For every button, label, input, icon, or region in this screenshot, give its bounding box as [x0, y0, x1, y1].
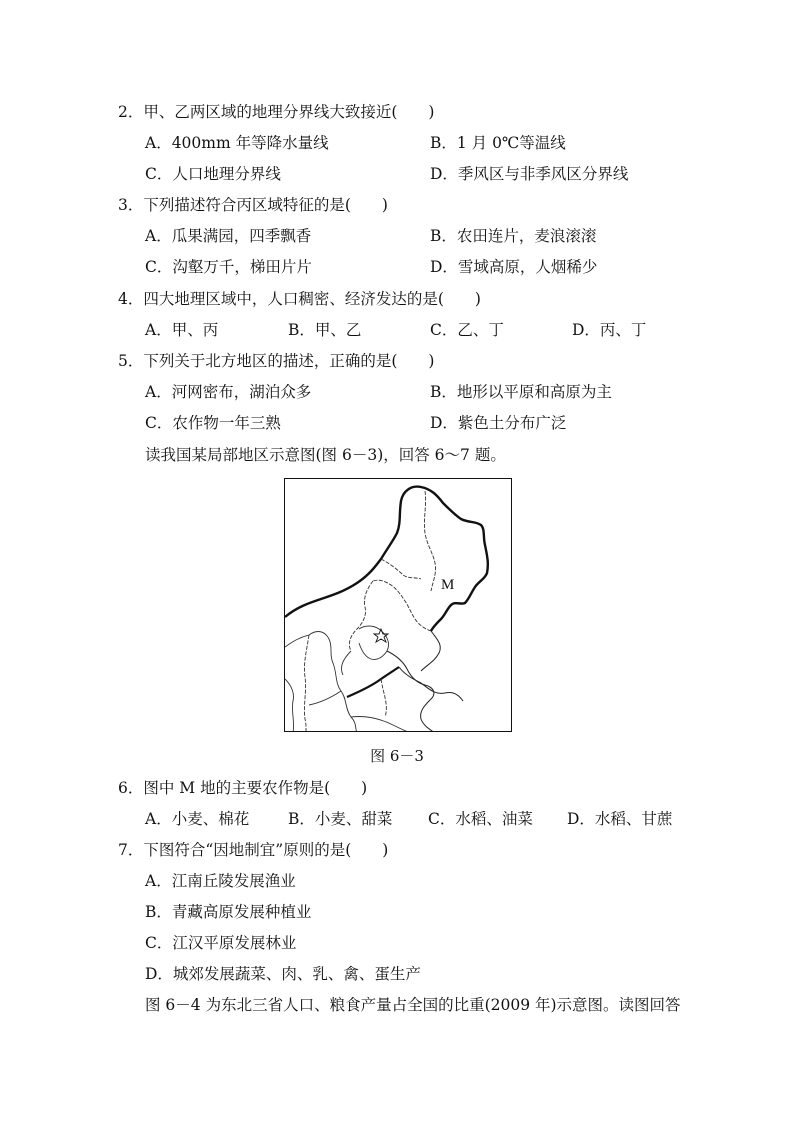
- coastline: [421, 631, 440, 671]
- question-3-option-b: B．农田连片，麦浪滚滚: [430, 227, 597, 245]
- provincial-border: [359, 626, 389, 660]
- question-2-stem: 2．甲、乙两区域的地理分界线大致接近( ): [118, 103, 435, 121]
- question-4-option-d: D．丙、丁: [572, 321, 647, 339]
- map-label-m: M: [441, 577, 455, 593]
- provincial-border: [349, 581, 373, 651]
- next-reading-instruction: 图 6－4 为东北三省人口、粮食产量占全国的比重(2009 年)示意图。读图回答: [145, 996, 681, 1014]
- question-7-stem: 7．下图符合“因地制宜”原则的是( ): [118, 841, 389, 859]
- question-4-stem: 4．四大地理区域中，人口稠密、经济发达的是( ): [118, 290, 481, 308]
- coastline: [387, 651, 435, 732]
- provincial-border: [304, 635, 309, 732]
- question-2-option-d: D．季风区与非季风区分界线: [430, 165, 629, 183]
- question-7-option-b: B．青藏高原发展种植业: [145, 903, 312, 921]
- question-6-option-d: D．水稻、甘蔗: [567, 810, 673, 828]
- question-4-option-a: A．甲、丙: [145, 321, 219, 339]
- regional-boundary: [347, 667, 399, 697]
- regional-map-figure: [284, 478, 512, 732]
- figure-caption: 图 6－3: [370, 747, 424, 765]
- question-6-option-c: C．水稻、油菜: [428, 810, 533, 828]
- question-3-option-c: C．沟壑万千，梯田片片: [145, 258, 312, 276]
- provincial-border: [381, 679, 386, 717]
- provincial-border: [373, 580, 431, 631]
- question-2-option-b: B．1 月 0℃等温线: [430, 134, 566, 152]
- question-2-option-a: A．400mm 年等降水量线: [145, 134, 329, 152]
- question-4-option-b: B．甲、乙: [288, 321, 362, 339]
- question-7-option-a: A．江南丘陵发展渔业: [145, 872, 296, 890]
- question-3-option-d: D．雪域高原，人烟稀少: [430, 258, 598, 276]
- provincial-border: [424, 491, 435, 591]
- provincial-border: [285, 679, 294, 732]
- question-4-option-c: C．乙、丁: [430, 321, 504, 339]
- question-5-stem: 5．下列关于北方地区的描述，正确的是( ): [118, 352, 435, 370]
- provincial-border: [341, 651, 351, 675]
- question-5-option-c: C．农作物一年三熟: [145, 414, 281, 432]
- question-7-option-c: C．江汉平原发展林业: [145, 934, 297, 952]
- question-6-option-b: B．小麦、甜菜: [288, 810, 393, 828]
- reading-instruction: 读我国某局部地区示意图(图 6－3)，回答 6～7 题。: [145, 446, 506, 464]
- national-border: [285, 487, 488, 631]
- provincial-border: [309, 691, 341, 705]
- provincial-border: [381, 559, 421, 579]
- question-5-option-d: D．紫色土分布广泛: [430, 414, 567, 432]
- question-3-stem: 3．下列描述符合丙区域特征的是( ): [118, 196, 388, 214]
- question-5-option-a: A．河网密布，湖泊众多: [145, 383, 312, 401]
- northeast-china-map: [285, 479, 512, 732]
- question-6-stem: 6．图中 M 地的主要农作物是( ): [118, 779, 368, 797]
- question-5-option-b: B．地形以平原和高原为主: [430, 383, 612, 401]
- question-3-option-a: A．瓜果满园，四季飘香: [145, 227, 312, 245]
- question-2-option-c: C．人口地理分界线: [145, 165, 281, 183]
- provincial-border: [351, 716, 411, 732]
- provincial-border: [285, 632, 357, 732]
- question-7-option-d: D．城郊发展蔬菜、肉、乳、禽、蛋生产: [145, 965, 421, 983]
- question-6-option-a: A．小麦、棉花: [145, 810, 250, 828]
